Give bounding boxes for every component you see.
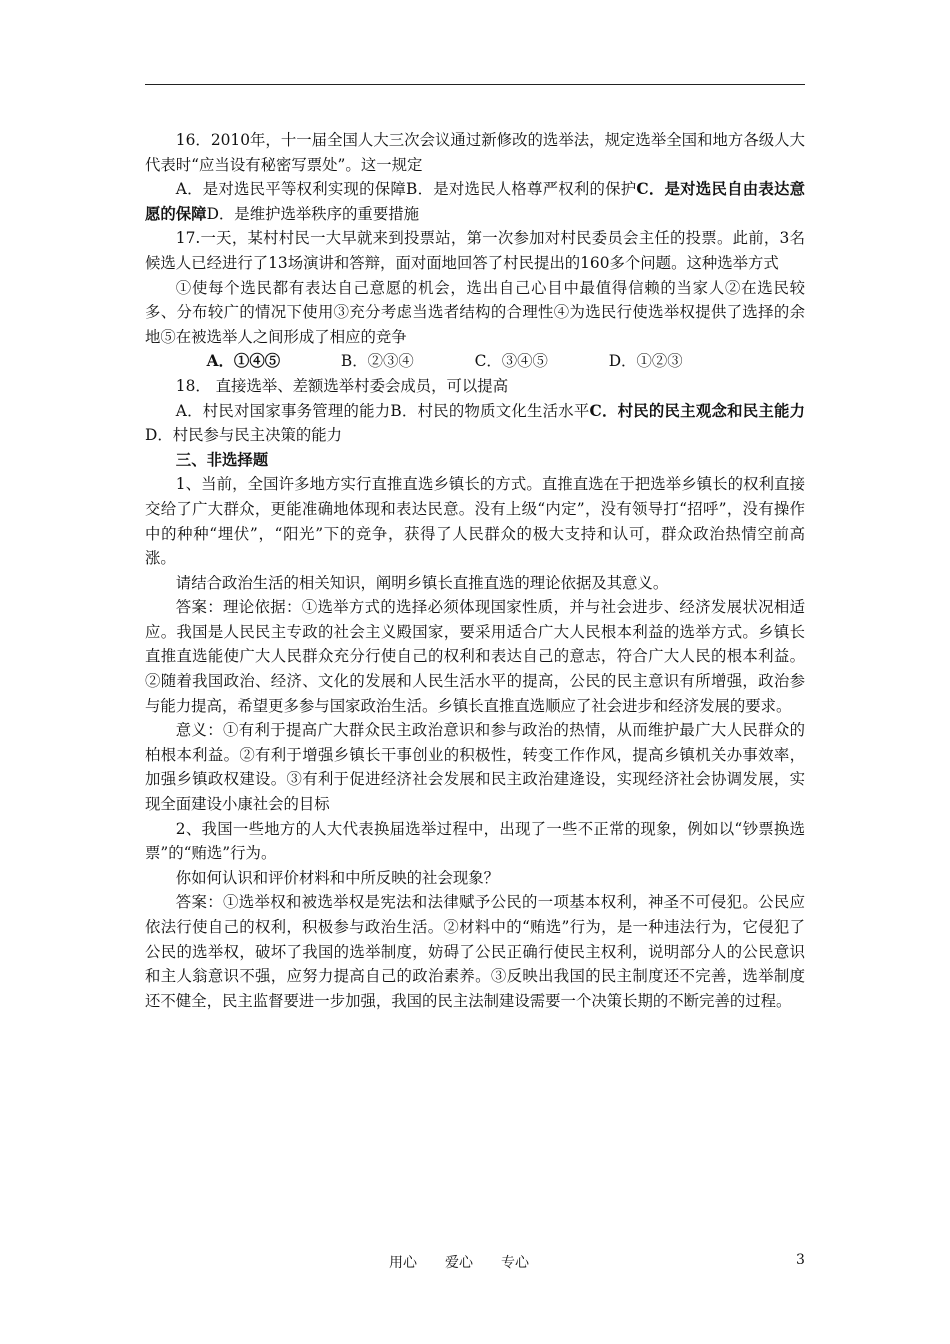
page-body bbox=[145, 128, 805, 1013]
footer-word-1: 用心 bbox=[389, 1255, 417, 1271]
q17-option-c: C．③④⑤ bbox=[474, 352, 548, 371]
q17-option-d: D．①②③ bbox=[608, 352, 683, 371]
header-rule bbox=[145, 84, 805, 85]
footer-word-2: 爱心 bbox=[445, 1255, 473, 1271]
nq1-answer-basis: 答案：理论依据：①选举方式的选择必须体现国家性质，并与社会进步、经济发展状况相适应。我国是人民民主专政的社会主义殿国家，要采用适合广大人民根本利益的选举方式。乡镇长直推直选能使广大人民群众充分行使自己的权利和表达自己的意志，符合广大人民的根本利益。②随着我国政治、经济、文化的发展和人民生活水平的提高，公民的民主意识有所增强，政治参与能力提高，希望更多参与国家政治生活。乡镇长直推直选顺应了社会进步和经济发展的要求。 bbox=[145, 598, 805, 715]
footer-motto bbox=[389, 1252, 557, 1272]
q18-option-c: C．村民的民主观念和民主能力 bbox=[589, 401, 806, 420]
q16-option-b: B．是对选民人格尊严权利的保护 bbox=[406, 180, 637, 199]
nq1-answer-meaning: 意义：①有利于提高广大群众民主政治意识和参与政治的热情，从而维护最广大人民群众的柏根本利益。②有利于增强乡镇长干事创业的积极性，转变工作作风，提高乡镇机关办事效率，加强乡镇政权建设。③有利于促进经济社会发展和民主政治建逄设，实现经济社会协调发展，实现全面建设小康社会的目标 bbox=[145, 721, 805, 814]
nq1-question: 请结合政治生活的相关知识，阐明乡镇长直推直选的理论依据及其意义。 bbox=[175, 573, 669, 592]
section-title: 三、非选择题 bbox=[175, 450, 269, 469]
page-footer bbox=[0, 1252, 950, 1272]
nq2-question: 你如何认识和评价材料和中所反映的社会现象？ bbox=[175, 868, 500, 887]
q17-stem: 17.一天，某村村民一大早就来到投票站，第一次参加对村民委员会主任的投票。此前，3名候选人已经进行了13场演讲和答辩，面对面地回答了村民提出的160多个问题。这种选举方式 bbox=[145, 229, 805, 272]
page-number: 3 bbox=[796, 1252, 805, 1268]
q18-option-d: D．村民参与民主决策的能力 bbox=[145, 426, 343, 445]
q16-stem: 16．2010年，十一届全国人大三次会议通过新修改的选举法，规定选举全国和地方各级人大代表时“应当设有秘密写票处”。这一规定 bbox=[145, 131, 805, 174]
q16-options bbox=[145, 177, 805, 226]
q17-items: ①使每个选民都有表达自己意愿的机会，选出自己心目中最值得信赖的当家人②在选民较多、分布较广的情况下使用③充分考虑当选者结构的合理性④为选民行使选举权提供了选择的余地⑤在被选举人之间形成了相应的竞争 bbox=[145, 278, 805, 346]
footer-word-3: 专心 bbox=[501, 1255, 529, 1271]
q16-option-d: D．是维护选举秩序的重要措施 bbox=[206, 204, 419, 223]
nq2-answer: 答案：①选举权和被选举权是宪法和法律赋予公民的一项基本权利，神圣不可侵犯。公民应依法行使自己的权利，积极参与政治生活。②材料中的“贿选”行为，是一种违法行为，它侵犯了公民的选举权，破坏了我国的选举制度，妨碍了公民正确行使民主权利，说明部分人的公民意识和主人翁意识不强，应努力提高自己的政治素养。③反映出我国的民主制度还不完善，选举制度还不健全，民主监督要进一步加强，我国的民主法制建设需要一个决策长期的不断完善的过程。 bbox=[145, 893, 805, 1010]
q18-option-b: B．村民的物质文化生活水平 bbox=[390, 401, 590, 420]
q16-option-a: A．是对选民平等权利实现的保障 bbox=[175, 180, 407, 199]
q16-option-c: C．是对选民自由表达意愿的保障 bbox=[145, 180, 805, 223]
q18-options bbox=[145, 399, 805, 448]
q18-option-a: A．村民对国家事务管理的能力 bbox=[175, 401, 391, 420]
nq2-material: 2、我国一些地方的人大代表换届选举过程中，出现了一些不正常的现象，例如以“钞票换选票”的“贿选”行为。 bbox=[145, 819, 805, 863]
q17-option-a: A．①④⑤ bbox=[206, 352, 281, 371]
q17-option-b: B．②③④ bbox=[340, 352, 414, 371]
nq1-material: 1、当前，全国许多地方实行直推直选乡镇长的方式。直推直选在于把选举乡镇长的权利直接交给了广大群众，更能准确地体现和表达民意。没有上级“内定”，没有领导打“招呼”，没有操作中的种种“埋伏”，“阳光”下的竞争，获得了人民群众的极大支持和认可，群众政治热情空前高涨。 bbox=[145, 475, 805, 568]
q17-options bbox=[145, 349, 805, 374]
q18-stem: 18． 直接选举、差额选举村委会成员，可以提高 bbox=[175, 376, 509, 395]
